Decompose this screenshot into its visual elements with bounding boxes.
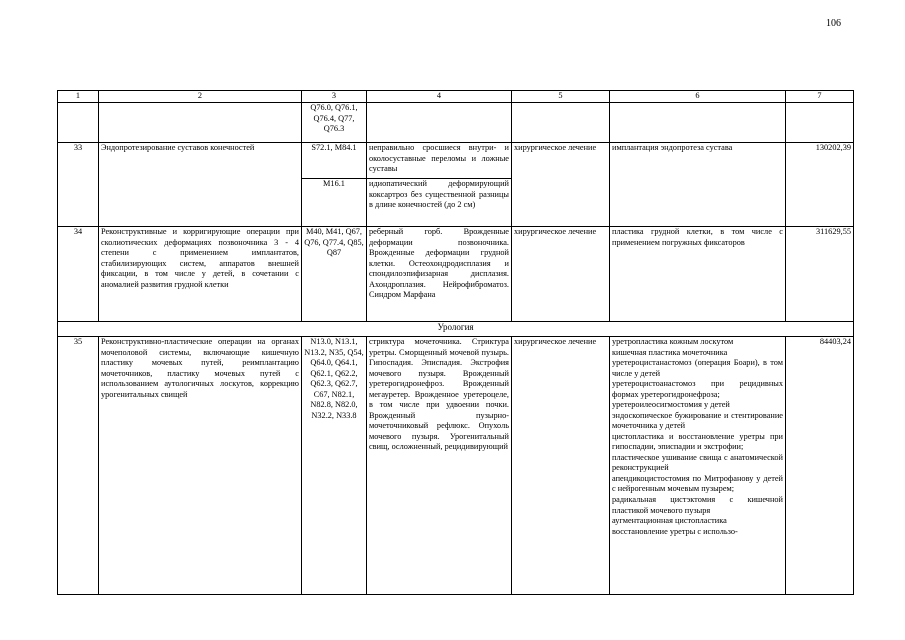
care-type-name: Реконструктивно-пластические операции на органах мочеполовой системы, включающие кишечную пластику мочевых путей, реимплантацию мочеточников, пластику мочевых путей с использованием аутологичных лоскутов, коррекцию урогенитальных свищей (99, 337, 302, 595)
patient-model: реберный горб. Врожденные деформации позвоночника. Врожденные деформации грудной клетки. Остеохондродисплазия и спондилоэпифизарная дисплазия. Ахондроплазия. Нейрофиброматоз. Синдром Марфана (367, 227, 512, 322)
table-row-34 (58, 227, 854, 322)
header-cell: 5 (512, 91, 610, 103)
icd-codes: N13.0, N13.1, N13.2, N35, Q54, Q64.0, Q64.1, Q62.1, Q62.2, Q62.3, Q62.7, C67, N82.1, N82.8, N82.0, N32.2, N33.8 (302, 337, 367, 595)
method-line: уретероцистоанастомоз при рецидивных формах уретерогидронефроза; (612, 379, 783, 399)
header-cell: 1 (58, 91, 99, 103)
method-line: кишечная пластика мочеточника (612, 347, 728, 357)
care-type-name: Эндопротезирование суставов конечностей (99, 143, 302, 227)
cost-value: 130202,39 (786, 143, 854, 227)
method-line: апендикоцистостомия по Митрофанову у детей с нейрогенным мочевым пузырем; (612, 473, 783, 494)
header-cell: 6 (610, 91, 786, 103)
row-number: 33 (58, 143, 99, 227)
patient-model: стриктура мочеточника. Стриктура уретры. Сморщенный мочевой пузырь. Гипоспадия. Эписпадия. Экстрофия мочевого пузыря. Врожденный уретерогидронефроз. Врожденный мегауретер. Врожденное уретероцеле, в том числе при удвоении почки. Врожденный пузырно-мочеточниковый рефлюкс. Опухоль мочевого пузыря. Урогенитальный свищ, осложненный, рецидивирующий (367, 337, 512, 595)
treatment-method (610, 337, 786, 595)
header-cell: 4 (367, 91, 512, 103)
method-line: восстановление уретры с использо- (612, 526, 738, 536)
icd-codes: Q76.0, Q76.1, Q76.4, Q77, Q76.3 (302, 103, 367, 143)
header-cell: 7 (786, 91, 854, 103)
header-cell: 3 (302, 91, 367, 103)
treatment-method: имплантация эндопротеза сустава (610, 143, 786, 227)
method-line: аугментационная цистопластика (612, 516, 727, 526)
treatment-method: пластика грудной клетки, в том числе с применением погружных фиксаторов (610, 227, 786, 322)
method-line: радикальная цистэктомия с кишечной пластикой мочевого пузыря (612, 494, 783, 515)
icd-codes: S72.1, M84.1 (302, 143, 367, 179)
treatment-type: хирургическое лечение (512, 227, 610, 322)
page-number: 106 (826, 18, 841, 29)
treatment-type: хирургическое лечение (512, 337, 610, 595)
icd-codes: M40, M41, Q67, Q76, Q77.4, Q85, Q87 (302, 227, 367, 322)
document-table (57, 90, 854, 595)
cost-value: 311629,55 (786, 227, 854, 322)
care-type-name: Реконструктивные и корригирующие операции при сколиотических деформациях позвоночника 3 - 4 степени с применением имплантатов, стабилизирующих систем, аппаратов внешней фиксации, в том числе у детей, в сочетании с аномалией развития грудной клетки (99, 227, 302, 322)
header-row (58, 91, 854, 103)
method-line: уретероцистанастомоз (операция Боари), в том числе у детей (612, 358, 783, 378)
method-line: уретропластика кожным лоскутом (612, 337, 734, 346)
table-row-33 (58, 143, 854, 179)
row-number: 35 (58, 337, 99, 595)
cost-value: 84403,24 (786, 337, 854, 595)
header-cell: 2 (99, 91, 302, 103)
table-row-35 (58, 337, 854, 595)
method-line: пластическое ушивание свища с анатомической реконструкцией (612, 452, 783, 473)
section-title: Урология (58, 322, 854, 337)
patient-model: идиопатический деформирующий коксартроз без существенной разницы в длине конечностей (до 2 см) (367, 179, 512, 227)
method-line: эндоскопическое бужирование и стентирование мочеточника у детей (612, 410, 783, 431)
method-line: цистопластика и восстановление уретры при гипоспадии, эписпадии и экстрофии; (612, 431, 783, 452)
treatment-type: хирургическое лечение (512, 143, 610, 227)
table-row (58, 103, 854, 143)
section-row (58, 322, 854, 337)
method-line: уретероилеосигмостомия у детей (612, 400, 730, 410)
row-number: 34 (58, 227, 99, 322)
patient-model: неправильно сросшиеся внутри- и околосуставные переломы и ложные суставы (367, 143, 512, 179)
icd-codes: M16.1 (302, 179, 367, 227)
